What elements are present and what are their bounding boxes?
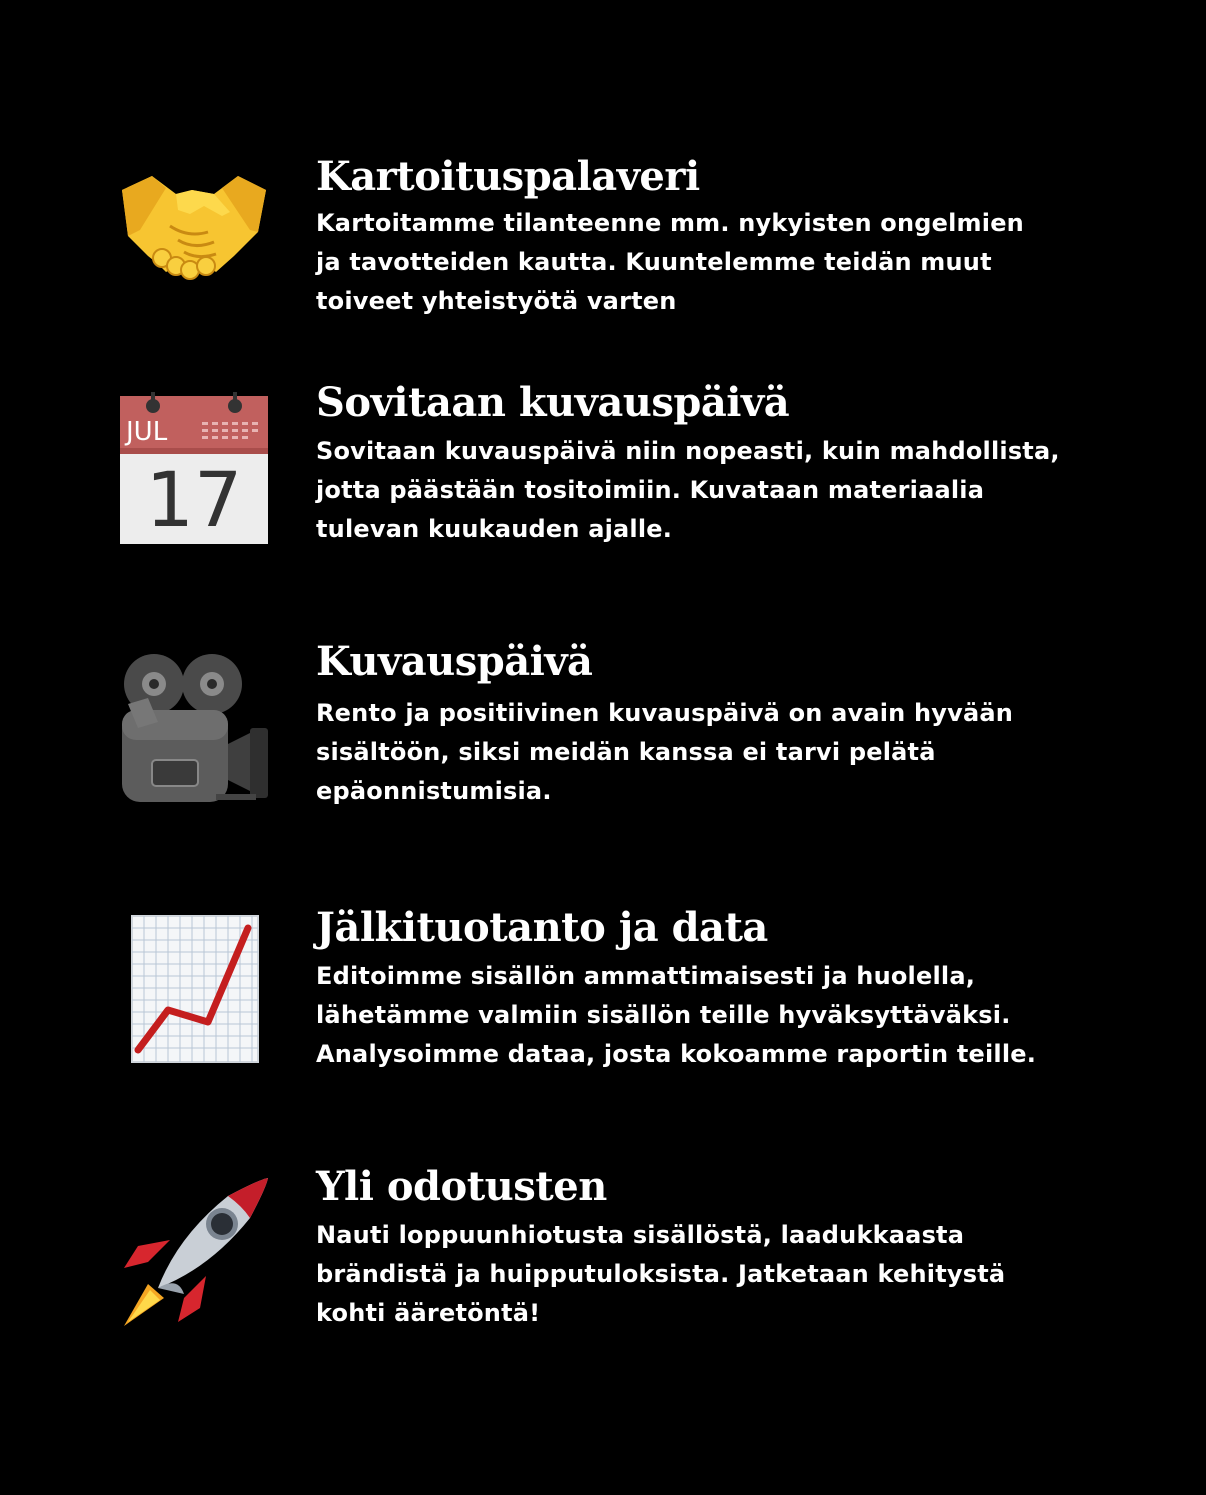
- step-description: Rento ja positiivinen kuvauspäivä on avain hyvään sisältöön, siksi meidän kanssa ei tarvi pelätä epäonnistumisia.: [316, 699, 1014, 805]
- calendar-icon: [118, 392, 270, 544]
- step-title: Yli odotusten: [316, 1163, 607, 1210]
- handshake-icon: [118, 160, 270, 312]
- calendar-day: 17: [145, 455, 243, 544]
- step-description: Kartoitamme tilanteenne mm. nykyisten ongelmien ja tavotteiden kautta. Kuuntelemme teidän muut toiveet yhteistyötä varten: [316, 209, 1024, 315]
- step-title: Kuvauspäivä: [316, 638, 593, 685]
- step-description: Sovitaan kuvauspäivä niin nopeasti, kuin mahdollista, jotta päästään tositoimiin. Kuvataan materiaalia tulevan kuukauden ajalle.: [316, 437, 1060, 543]
- step-description: Editoimme sisällön ammattimaisesti ja huolella, lähetämme valmiin sisällön teille hyväksyttäväksi. Analysoimme dataa, josta kokoamme raportin teille.: [316, 962, 1037, 1068]
- step-title: Kartoituspalaveri: [316, 153, 700, 200]
- chart-increasing-icon: [118, 912, 270, 1064]
- calendar-month: JUL: [126, 417, 168, 447]
- step-title: Jälkituotanto ja data: [316, 904, 768, 951]
- step-description: Nauti loppuunhiotusta sisällöstä, laadukkaasta brändistä ja huipputuloksista. Jatketaan kehitystä kohti ääretöntä!: [316, 1221, 1006, 1327]
- step-title: Sovitaan kuvauspäivä: [316, 379, 790, 426]
- rocket-icon: [118, 1176, 270, 1328]
- movie-camera-icon: [118, 652, 270, 804]
